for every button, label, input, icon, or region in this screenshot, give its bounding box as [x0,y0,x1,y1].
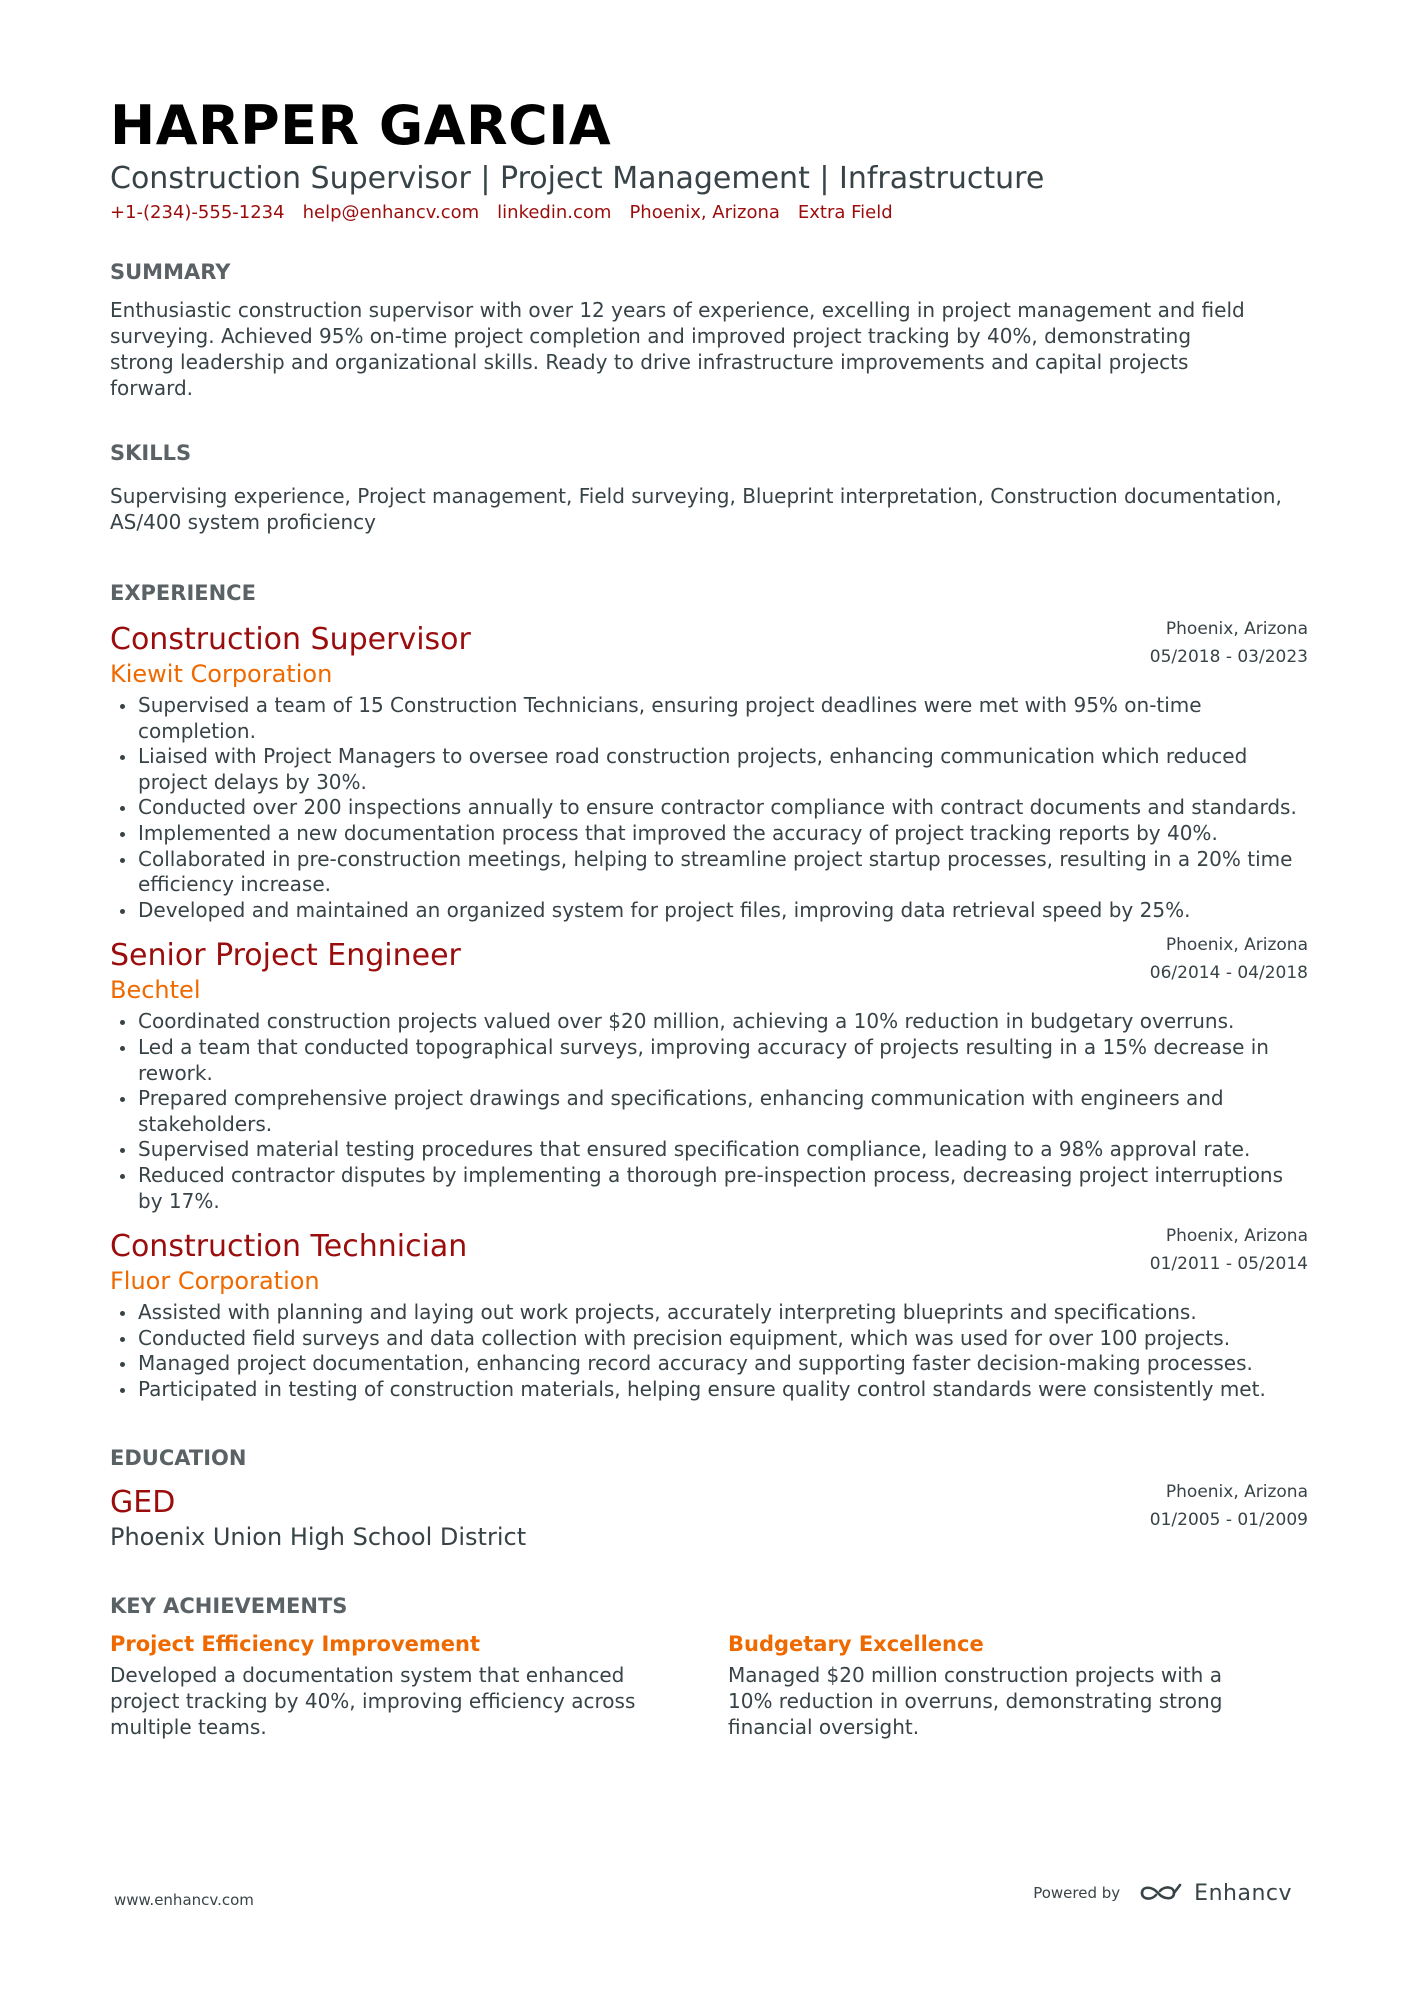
job-bullets [110,1300,1308,1402]
job-bullet: Conducted field surveys and data collection with precision equipment, which was used for over 100 projects. [138,1326,1308,1352]
job-entry [110,937,1308,1214]
job-bullet: Developed and maintained an organized system for project files, improving data retrieval speed by 25%. [138,898,1308,924]
job-company: Bechtel [110,976,201,1005]
job-bullet: Participated in testing of construction materials, helping ensure quality control standards were consistently met. [138,1377,1308,1403]
achievement-title: Project Efficiency Improvement [110,1632,481,1657]
contact-extra-field: Extra Field [797,202,893,223]
brand-logo[interactable] [1138,1880,1292,1906]
section-title-education: EDUCATION [110,1446,247,1471]
summary-section [110,258,1308,401]
job-entry [110,1228,1308,1402]
job-location: Phoenix, Arizona [1165,935,1308,956]
candidate-name: HARPER GARCIA [110,94,612,157]
footer-website[interactable]: www.enhancv.com [114,1891,254,1909]
enhancv-logo-icon [1138,1880,1184,1906]
headline: Construction Supervisor | Project Management | Infrastructure [110,161,1045,196]
achievements-section [110,1592,1308,1740]
job-bullet: Managed project documentation, enhancing record accuracy and supporting faster decision-making processes. [138,1351,1308,1377]
job-bullets [110,693,1308,923]
achievement-title: Budgetary Excellence [728,1632,984,1657]
job-title: Construction Supervisor [110,622,471,657]
resume-header [110,94,1308,226]
job-company: Fluor Corporation [110,1267,320,1296]
job-title: Construction Technician [110,1229,468,1265]
skills-section [110,439,1308,535]
education-location: Phoenix, Arizona [1165,1482,1308,1503]
contact-bar [110,200,1308,226]
education-school: Phoenix Union High School District [110,1523,527,1552]
job-location: Phoenix, Arizona [1165,1226,1308,1247]
job-bullet: Coordinated construction projects valued over $20 million, achieving a 10% reduction in budgetary overruns. [138,1009,1308,1035]
job-company: Kiewit Corporation [110,660,333,688]
achievement-item [110,1630,650,1740]
achievement-item [728,1630,1268,1740]
summary-text: Enthusiastic construction supervisor with over 12 years of experience, excelling in project management and field surveying. Achieved 95% on-time project completion and improved project tracking by 40%, demonstrating strong leadership and organizational skills. Ready to drive infrastructure improvements and capital projects forward. [110,298,1245,400]
contact-phone[interactable]: +1-(234)-555-1234 [110,202,285,223]
skills-text: Supervising experience, Project management, Field surveying, Blueprint interpretation, Construction documentation, AS/400 system proficiency [110,484,1282,534]
job-location: Phoenix, Arizona [1165,619,1308,639]
education-section [110,1444,1308,1552]
job-title: Senior Project Engineer [110,938,461,974]
footer-branding [1033,1880,1292,1906]
section-title-achievements: KEY ACHIEVEMENTS [110,1594,348,1619]
job-bullet: Implemented a new documentation process that improved the accuracy of project tracking reports by 40%. [138,821,1308,847]
job-bullet: Led a team that conducted topographical surveys, improving accuracy of projects resulting in a 15% decrease in rework. [138,1035,1308,1086]
resume-page [110,94,1308,1740]
brand-name: Enhancv [1194,1880,1292,1906]
achievements-grid [110,1630,1308,1740]
section-title-experience: EXPERIENCE [110,581,256,605]
job-bullets [110,1009,1308,1214]
job-bullet: Reduced contractor disputes by implementing a thorough pre-inspection process, decreasing project interruptions by 17%. [138,1163,1308,1214]
powered-by-label: Powered by [1033,1884,1121,1902]
contact-linkedin[interactable]: linkedin.com [497,202,612,223]
job-bullet: Assisted with planning and laying out work projects, accurately interpreting blueprints and specifications. [138,1300,1308,1326]
job-bullet: Supervised material testing procedures that ensured specification compliance, leading to a 98% approval rate. [138,1137,1308,1163]
job-dates: 01/2011 - 05/2014 [1149,1254,1308,1275]
achievement-description: Managed $20 million construction projects with a 10% reduction in overruns, demonstrating strong financial oversight. [728,1663,1223,1740]
education-entry [110,1484,1308,1552]
job-bullet: Collaborated in pre-construction meetings, helping to streamline project startup processes, resulting in a 20% time efficiency increase. [138,847,1308,898]
education-degree: GED [110,1485,176,1521]
contact-email[interactable]: help@enhancv.com [302,202,480,223]
contact-location: Phoenix, Arizona [629,202,780,223]
education-dates: 01/2005 - 01/2009 [1149,1510,1308,1531]
job-dates: 05/2018 - 03/2023 [1149,647,1308,667]
job-bullet: Liaised with Project Managers to oversee road construction projects, enhancing communication which reduced project delays by 30%. [138,744,1308,795]
experience-section [110,579,1308,1402]
achievement-description: Developed a documentation system that enhanced project tracking by 40%, improving efficiency across multiple teams. [110,1663,636,1740]
job-dates: 06/2014 - 04/2018 [1149,963,1308,984]
job-bullet: Conducted over 200 inspections annually to ensure contractor compliance with contract documents and standards. [138,795,1308,821]
section-title-summary: SUMMARY [110,260,231,284]
job-bullet: Prepared comprehensive project drawings and specifications, enhancing communication with engineers and stakeholders. [138,1086,1308,1137]
job-bullet: Supervised a team of 15 Construction Technicians, ensuring project deadlines were met with 95% on-time completion. [138,693,1308,744]
section-title-skills: SKILLS [110,441,192,465]
job-entry [110,621,1308,923]
